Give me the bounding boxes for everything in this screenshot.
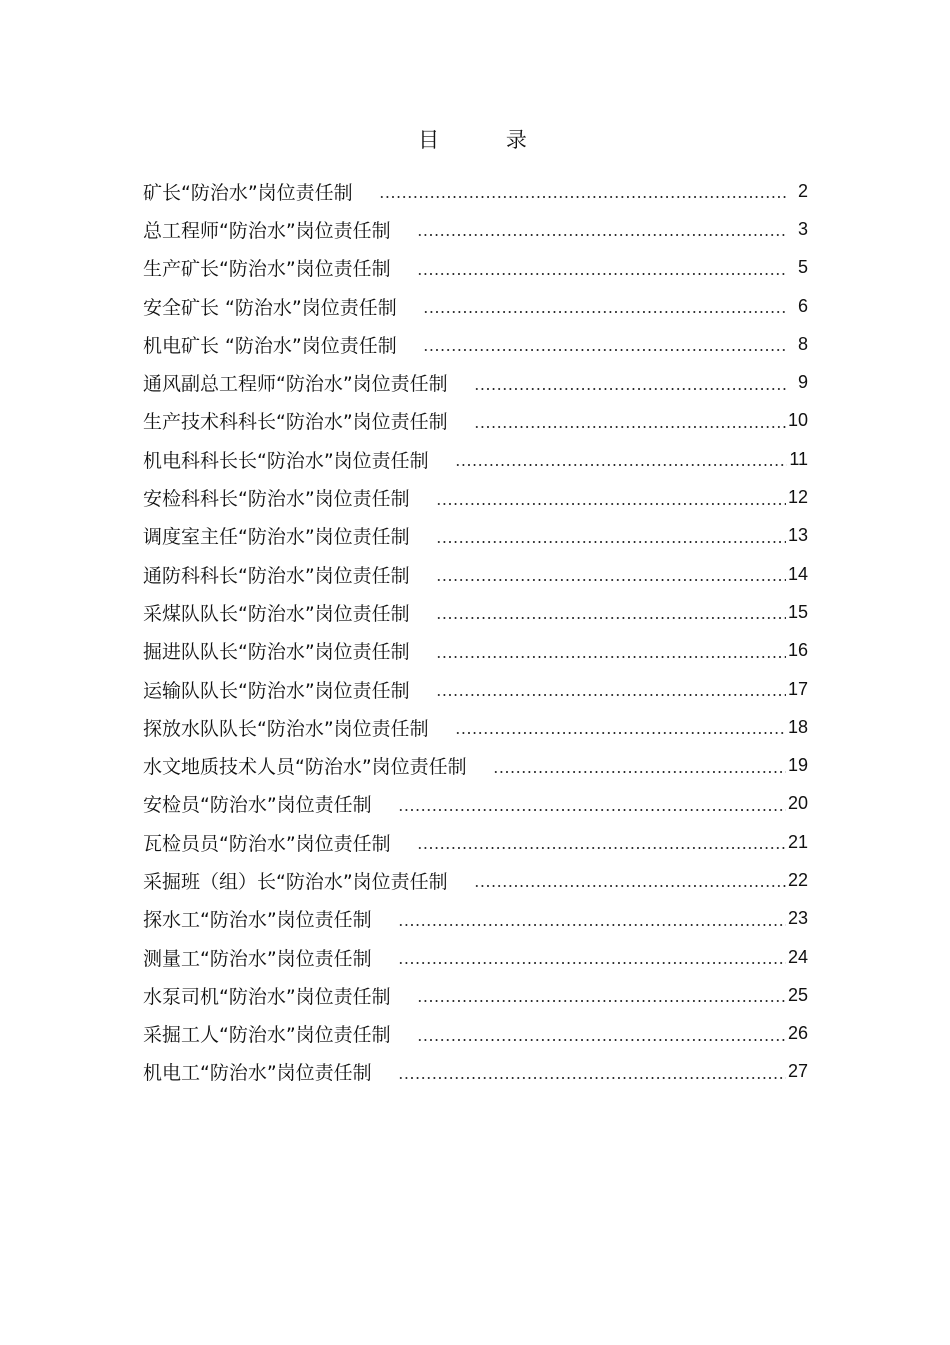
dot-leader	[474, 885, 786, 887]
toc-page-number: 27	[787, 1061, 808, 1082]
toc-entry-title: 安全矿长 “防治水”岗位责任制	[143, 296, 397, 319]
toc-page-number: 25	[787, 984, 808, 1005]
dot-leader	[474, 388, 788, 390]
toc-entry[interactable]	[143, 1053, 808, 1091]
dot-leader	[474, 426, 786, 428]
toc-entry-title: 探水工“防治水”岗位责任制	[143, 909, 372, 932]
toc-entry[interactable]	[143, 555, 808, 593]
toc-entry[interactable]	[143, 210, 808, 248]
toc-entry[interactable]	[143, 325, 808, 363]
toc-page-number: 15	[787, 601, 808, 622]
dot-leader	[398, 1077, 786, 1079]
toc-entry-title: 安检科科长“防治水”岗位责任制	[143, 488, 410, 511]
toc-entry[interactable]	[143, 402, 808, 440]
toc-entry[interactable]	[143, 287, 808, 325]
toc-page-number: 17	[787, 678, 808, 699]
toc-entry-title: 生产矿长“防治水”岗位责任制	[143, 258, 391, 281]
toc-entry-title: 采掘工人“防治水”岗位责任制	[143, 1024, 391, 1047]
toc-entry[interactable]	[143, 785, 808, 823]
toc-page-number: 20	[787, 793, 808, 814]
toc-entry[interactable]	[143, 1015, 808, 1053]
toc-entry[interactable]	[143, 900, 808, 938]
dot-leader	[436, 579, 786, 581]
toc-page-number: 23	[787, 908, 808, 929]
toc-entry[interactable]	[143, 440, 808, 478]
toc-page-number: 21	[787, 831, 808, 852]
dot-leader	[398, 962, 786, 964]
toc-entry-title: 通防科科长“防治水”岗位责任制	[143, 564, 410, 587]
dot-leader	[436, 617, 786, 619]
toc-page-number: 24	[787, 946, 808, 967]
dot-leader	[455, 464, 788, 466]
dot-leader	[436, 656, 786, 658]
toc-entry[interactable]	[143, 363, 808, 401]
dot-leader	[398, 809, 786, 811]
dot-leader	[436, 503, 786, 505]
toc-page-number: 5	[797, 257, 808, 278]
toc-page-number: 9	[797, 372, 808, 393]
toc-entry-title: 安检员“防治水”岗位责任制	[143, 794, 372, 817]
dot-leader	[423, 349, 788, 351]
toc-page-number: 2	[797, 180, 808, 201]
toc-entry-title: 机电矿长 “防治水”岗位责任制	[143, 334, 397, 357]
toc-entry[interactable]	[143, 861, 808, 899]
dot-leader	[417, 1000, 786, 1002]
dot-leader	[379, 196, 788, 198]
dot-leader	[417, 234, 788, 236]
dot-leader	[436, 541, 786, 543]
toc-entry[interactable]	[143, 746, 808, 784]
toc-heading: 目 录	[418, 128, 557, 152]
dot-leader	[436, 694, 786, 696]
toc-entry[interactable]	[143, 517, 808, 555]
toc-page-number: 6	[797, 295, 808, 316]
toc-entry-title: 探放水队队长“防治水”岗位责任制	[143, 717, 429, 740]
dot-leader	[455, 732, 786, 734]
toc-entry[interactable]	[143, 823, 808, 861]
toc-page-number: 13	[787, 525, 808, 546]
toc-page-number: 14	[787, 563, 808, 584]
toc-entry[interactable]	[143, 478, 808, 516]
toc-entry[interactable]	[143, 593, 808, 631]
dot-leader	[423, 311, 788, 313]
dot-leader	[417, 1039, 786, 1041]
toc-entry-title: 机电科科长长“防治水”岗位责任制	[143, 449, 429, 472]
dot-leader	[493, 771, 786, 773]
toc-entry[interactable]	[143, 976, 808, 1014]
toc-entry[interactable]	[143, 670, 808, 708]
table-of-contents	[143, 172, 808, 1091]
toc-entry[interactable]	[143, 632, 808, 670]
toc-entry-title: 瓦检员员“防治水”岗位责任制	[143, 832, 391, 855]
toc-page-number: 12	[787, 487, 808, 508]
dot-leader	[417, 273, 788, 275]
toc-entry-title: 总工程师“防治水”岗位责任制	[143, 219, 391, 242]
dot-leader	[417, 847, 786, 849]
toc-page-number: 10	[787, 410, 808, 431]
toc-page-number: 3	[797, 218, 808, 239]
toc-page-number: 16	[787, 640, 808, 661]
toc-entry[interactable]	[143, 249, 808, 287]
toc-page-number: 26	[787, 1023, 808, 1044]
toc-entry-title: 水文地质技术人员“防治水”岗位责任制	[143, 756, 467, 779]
toc-entry[interactable]	[143, 172, 808, 210]
toc-entry-title: 采煤队队长“防治水”岗位责任制	[143, 602, 410, 625]
toc-entry-title: 掘进队队长“防治水”岗位责任制	[143, 641, 410, 664]
toc-entry-title: 生产技术科科长“防治水”岗位责任制	[143, 411, 448, 434]
dot-leader	[398, 924, 786, 926]
toc-entry[interactable]	[143, 938, 808, 976]
toc-page-number: 19	[787, 755, 808, 776]
toc-page-number: 18	[787, 716, 808, 737]
toc-entry-title: 水泵司机“防治水”岗位责任制	[143, 985, 391, 1008]
toc-entry[interactable]	[143, 708, 808, 746]
toc-entry-title: 采掘班（组）长“防治水”岗位责任制	[143, 870, 448, 893]
toc-entry-title: 矿长“防治水”岗位责任制	[143, 181, 353, 204]
toc-page-number: 11	[789, 448, 808, 469]
toc-page-number: 22	[787, 869, 808, 890]
toc-entry-title: 调度室主任“防治水”岗位责任制	[143, 526, 410, 549]
toc-entry-title: 通风副总工程师“防治水”岗位责任制	[143, 373, 448, 396]
toc-entry-title: 测量工“防治水”岗位责任制	[143, 947, 372, 970]
toc-entry-title: 机电工“防治水”岗位责任制	[143, 1062, 372, 1085]
toc-page-number: 8	[797, 333, 808, 354]
toc-entry-title: 运输队队长“防治水”岗位责任制	[143, 679, 410, 702]
